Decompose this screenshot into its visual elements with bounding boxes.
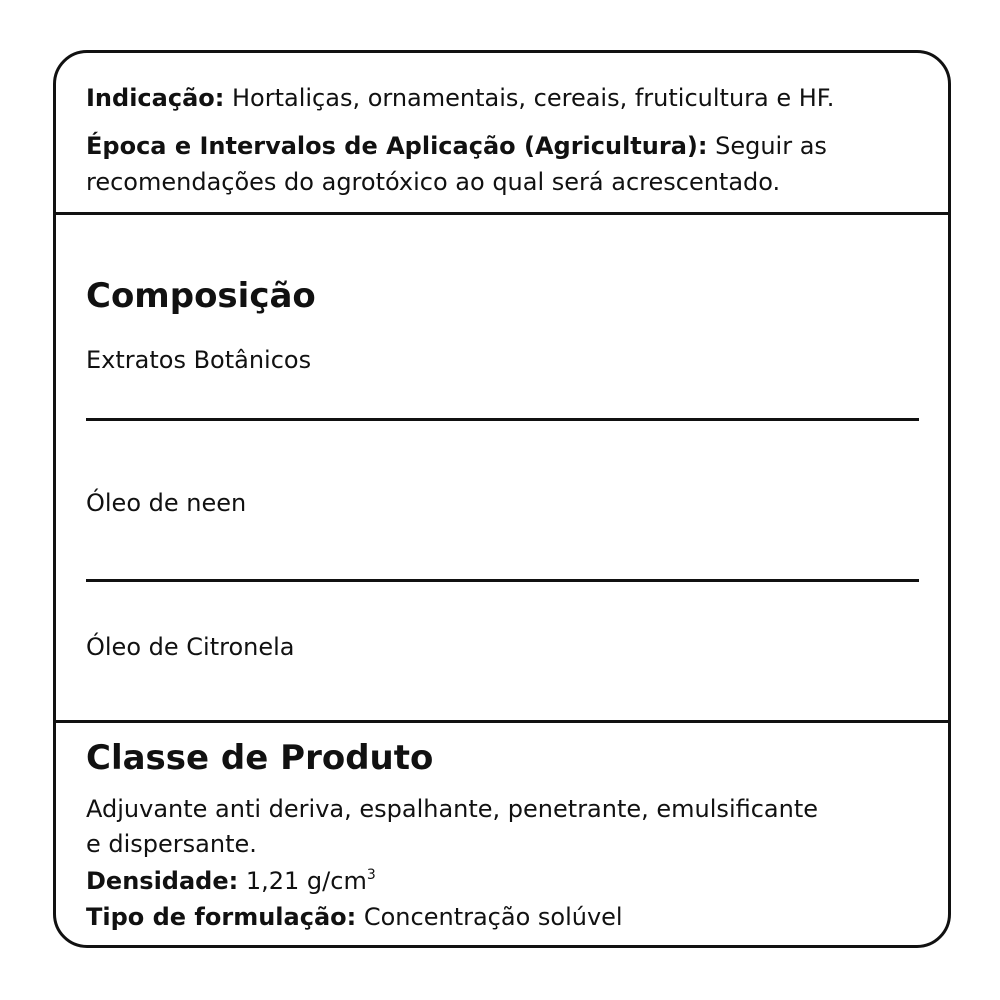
formulacao-line (86, 900, 623, 934)
composition-section (56, 215, 948, 723)
densidade-exponent: 3 (366, 867, 376, 883)
densidade-label: Densidade: (86, 867, 239, 895)
product-class-description-line1: Adjuvante anti deriva, espalhante, penetrante, emulsificante (86, 795, 819, 823)
composition-title: Composição (86, 276, 316, 316)
product-class-description-line2: e dispersante. (86, 830, 257, 858)
divider (86, 579, 919, 582)
densidade-value: 1,21 g/cm (238, 867, 367, 895)
composition-item: Extratos Botânicos (86, 346, 312, 374)
formulacao-label: Tipo de formulação: (86, 903, 357, 931)
indicacao-label: Indicação: (86, 84, 225, 112)
epoca-label: Época e Intervalos de Aplicação (Agricultura): (86, 132, 708, 160)
composition-item: Óleo de Citronela (86, 633, 295, 661)
product-class-title: Classe de Produto (86, 738, 434, 778)
densidade-line (86, 864, 376, 898)
epoca-line (86, 129, 827, 163)
epoca-value-line2: recomendações do agrotóxico ao qual será acrescentado. (86, 168, 781, 196)
product-info-card (53, 50, 951, 948)
epoca-value-line1: Seguir as (707, 132, 827, 160)
formulacao-value: Concentração solúvel (356, 903, 623, 931)
composition-item: Óleo de neen (86, 489, 247, 517)
indicacao-value: Hortaliças, ornamentais, cereais, fruticultura e HF. (224, 84, 835, 112)
divider (86, 418, 919, 421)
product-class-section (56, 723, 948, 945)
indication-section (56, 53, 948, 215)
indicacao-line (86, 81, 834, 115)
